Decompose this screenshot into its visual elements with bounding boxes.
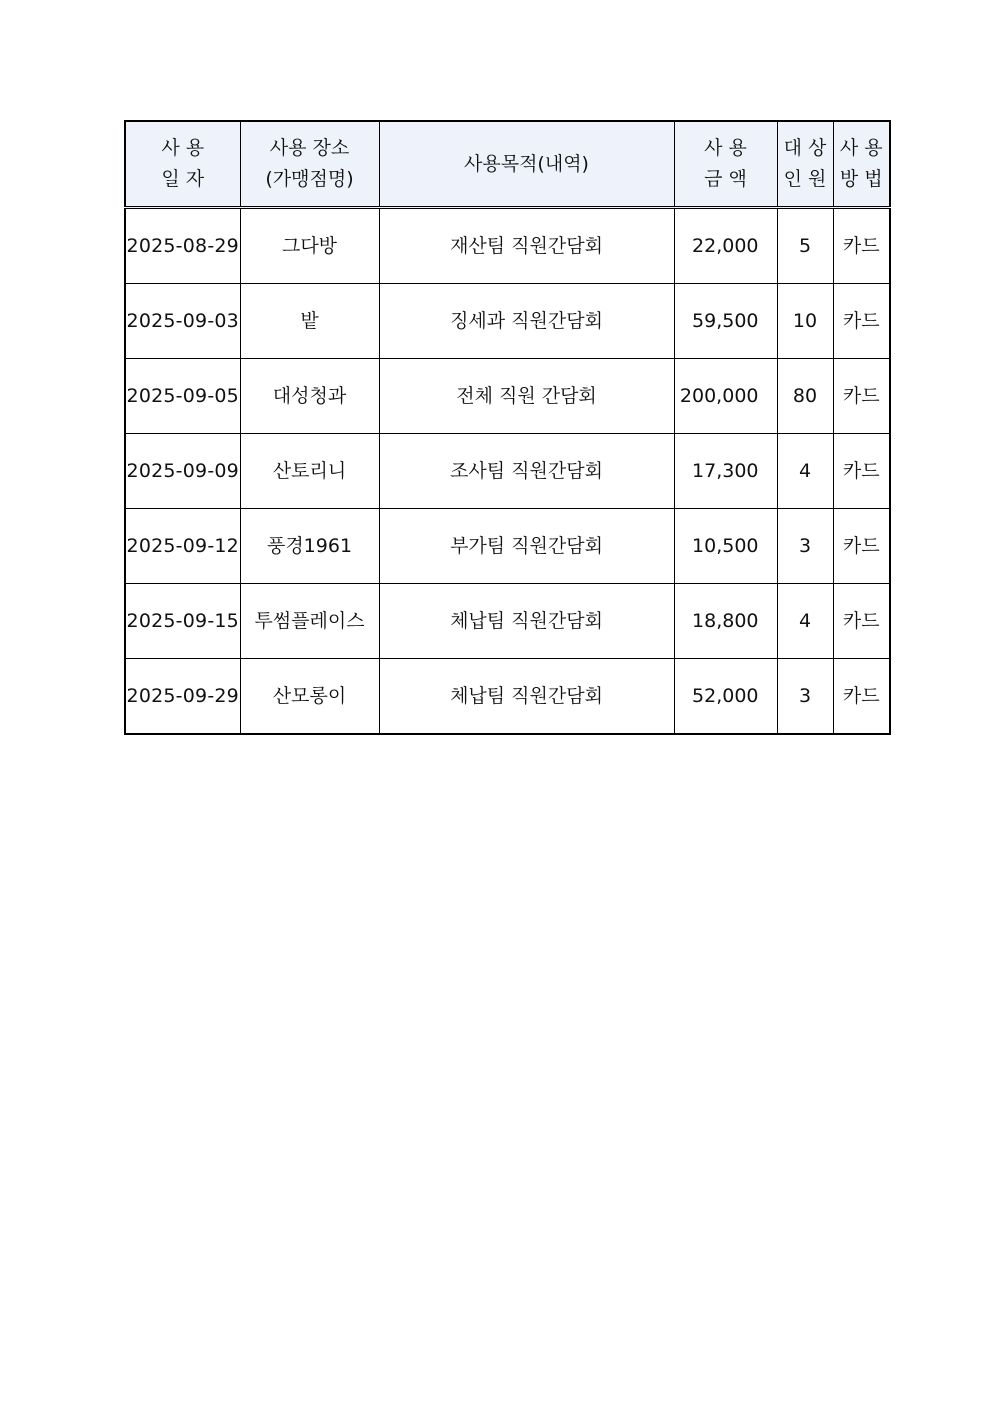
cell-amount: 18,800 <box>674 584 777 659</box>
table-body <box>125 208 890 735</box>
cell-method: 카드 <box>833 509 890 584</box>
header-method: 사 용 방 법 <box>833 121 890 208</box>
cell-amount: 10,500 <box>674 509 777 584</box>
cell-purpose: 체납팀 직원간담회 <box>379 584 674 659</box>
cell-place: 풍경1961 <box>240 509 379 584</box>
table-row <box>125 584 890 659</box>
cell-people: 80 <box>777 359 833 434</box>
cell-amount: 59,500 <box>674 284 777 359</box>
cell-method: 카드 <box>833 284 890 359</box>
header-place: 사용 장소 (가맹점명) <box>240 121 379 208</box>
cell-date: 2025-09-15 <box>125 584 240 659</box>
cell-method: 카드 <box>833 434 890 509</box>
table-header <box>125 121 890 208</box>
cell-place: 밭 <box>240 284 379 359</box>
table-row <box>125 359 890 434</box>
cell-method: 카드 <box>833 659 890 735</box>
header-amount: 사 용 금 액 <box>674 121 777 208</box>
cell-date: 2025-09-29 <box>125 659 240 735</box>
cell-amount: 22,000 <box>674 208 777 284</box>
header-row <box>125 121 890 208</box>
cell-people: 4 <box>777 434 833 509</box>
cell-method: 카드 <box>833 584 890 659</box>
cell-date: 2025-09-12 <box>125 509 240 584</box>
cell-people: 4 <box>777 584 833 659</box>
cell-method: 카드 <box>833 359 890 434</box>
cell-purpose: 체납팀 직원간담회 <box>379 659 674 735</box>
cell-purpose: 재산팀 직원간담회 <box>379 208 674 284</box>
table-row <box>125 208 890 284</box>
header-people: 대 상 인 원 <box>777 121 833 208</box>
header-purpose: 사용목적(내역) <box>379 121 674 208</box>
cell-amount: 17,300 <box>674 434 777 509</box>
cell-people: 3 <box>777 659 833 735</box>
table-row <box>125 509 890 584</box>
cell-people: 5 <box>777 208 833 284</box>
cell-place: 투썸플레이스 <box>240 584 379 659</box>
cell-place: 산모롱이 <box>240 659 379 735</box>
cell-date: 2025-09-05 <box>125 359 240 434</box>
cell-method: 카드 <box>833 208 890 284</box>
header-date: 사 용 일 자 <box>125 121 240 208</box>
expense-table <box>124 120 891 735</box>
cell-people: 10 <box>777 284 833 359</box>
cell-date: 2025-09-09 <box>125 434 240 509</box>
cell-place: 그다방 <box>240 208 379 284</box>
cell-place: 대성청과 <box>240 359 379 434</box>
cell-people: 3 <box>777 509 833 584</box>
cell-purpose: 조사팀 직원간담회 <box>379 434 674 509</box>
cell-date: 2025-08-29 <box>125 208 240 284</box>
cell-purpose: 전체 직원 간담회 <box>379 359 674 434</box>
cell-amount: 200,000 <box>674 359 777 434</box>
cell-place: 산토리니 <box>240 434 379 509</box>
cell-date: 2025-09-03 <box>125 284 240 359</box>
table-row <box>125 284 890 359</box>
cell-amount: 52,000 <box>674 659 777 735</box>
cell-purpose: 징세과 직원간담회 <box>379 284 674 359</box>
cell-purpose: 부가팀 직원간담회 <box>379 509 674 584</box>
table-row <box>125 434 890 509</box>
table-row <box>125 659 890 735</box>
